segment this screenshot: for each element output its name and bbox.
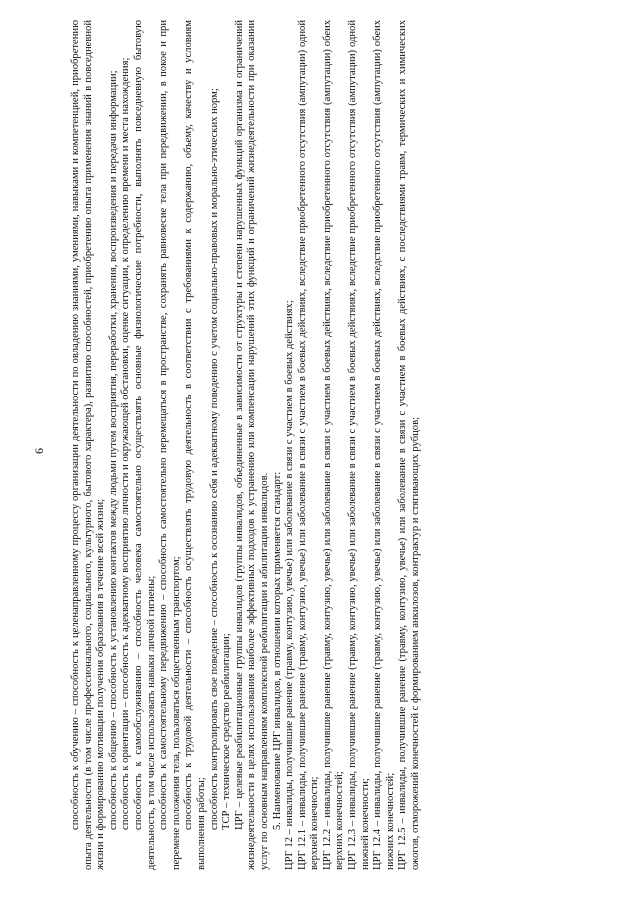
list-item: ЦРГ 12 – инвалиды, получившие ранение (травму, контузию, увечье) или заболевание в связи с участием в боевых действиях; <box>284 300 296 870</box>
paragraph: ЦРГ – целевые реабилитационные группы инвалидов (группы инвалидов, объединенные в зависимости от структуры и степени нарушенных функций организма и ограничений жизнедеятельности в целях использования наиболее эффективных подходов к устранению или компенсации нарушений этих функций и ограничений жизнедеятельности при оказании услуг по основным направлениям комплексной реабилитации и абилитации инвалидов. <box>233 20 270 870</box>
list-item: ЦРГ 12.5 – инвалиды, получившие ранение (травму, контузию, увечье) или заболевание в связи с участием в боевых действиях, с последствиями травм, термических и химических ожогов, отморожений конечностей с формированием анкилозов, контрактур и стягивающих рубцов; <box>397 20 422 870</box>
document-body <box>70 20 423 870</box>
paragraph: способность к ориентации – способность к адекватному восприятию личности и окружающей обстановки, оценке ситуации, к определению времени и места нахождения; <box>120 57 132 830</box>
section-heading: 5. Наименование ЦРГ инвалидов, в отношении которых применяется стандарт: <box>271 471 283 830</box>
list-item: ЦРГ 12.2 – инвалиды, получившие ранение (травму, контузию, увечье) или заболевание в связи с участием в боевых действиях, вследствие приобретенного отсутствия (ампутации) обеих верхних конечностей; <box>321 20 346 870</box>
page-number: 6 <box>32 448 46 454</box>
list-item: ЦРГ 12.4 – инвалиды, получившие ранение (травму, контузию, увечье) или заболевание в связи с участием в боевых действиях, вследствие приобретенного отсутствия (ампутации) обеих нижних конечностей; <box>372 20 396 870</box>
list-item: ЦРГ 12.1 – инвалиды, получившие ранение (травму, контузию, увечье) или заболевание в связи с участием в боевых действиях, вследствие приобретенного отсутствия (ампутации) одной верхней конечности; <box>296 20 321 870</box>
list-item: ЦРГ 12.3 – инвалиды, получившие ранение (травму, контузию, увечье) или заболевание в связи с участием в боевых действиях, вследствие приобретенного отсутствия (ампутации) одной нижней конечности; <box>347 20 371 870</box>
paragraph: способность к обучению – способность к целенаправленному процессу организации деятельности по овладению знаниями, умениями, навыками и компетенцией, приобретению опыта деятельности (в том числе профессионального, социального, культурного, бытового характера), развитию способностей, приобретению опыта применения знаний в повседневной жизни и формированию мотивации получения образования в течение всей жизни; <box>70 20 107 870</box>
paragraph: способность к общению – способность к установлению контактов между людьми путем восприятия, переработки, хранения, воспроизведения и передачи информации; <box>107 70 119 830</box>
paragraph: способность к трудовой деятельности – способность осуществлять трудовую деятельность в соответствии с требованиями к содержанию, объему, качеству и условиям выполнения работы; <box>183 20 207 870</box>
paragraph: способность к самостоятельному передвижению – способность самостоятельно перемещаться в пространстве, сохранять равновесие тела при передвижении, в покое и при перемене положения тела, пользоваться общественным транспортом; <box>158 20 182 870</box>
paragraph: способность контролировать свое поведение – способность к осознанию себя и адекватному поведению с учетом социально-правовых и морально-этических норм; <box>208 88 220 830</box>
paragraph: способность к самообслуживанию – способность человека самостоятельно осуществлять основные физиологические потребности, выполнять повседневную бытовую деятельность, в том числе использовать навыки личной гигиены; <box>132 20 157 870</box>
paragraph: ТСР – техническое средство реабилитации; <box>221 633 233 830</box>
